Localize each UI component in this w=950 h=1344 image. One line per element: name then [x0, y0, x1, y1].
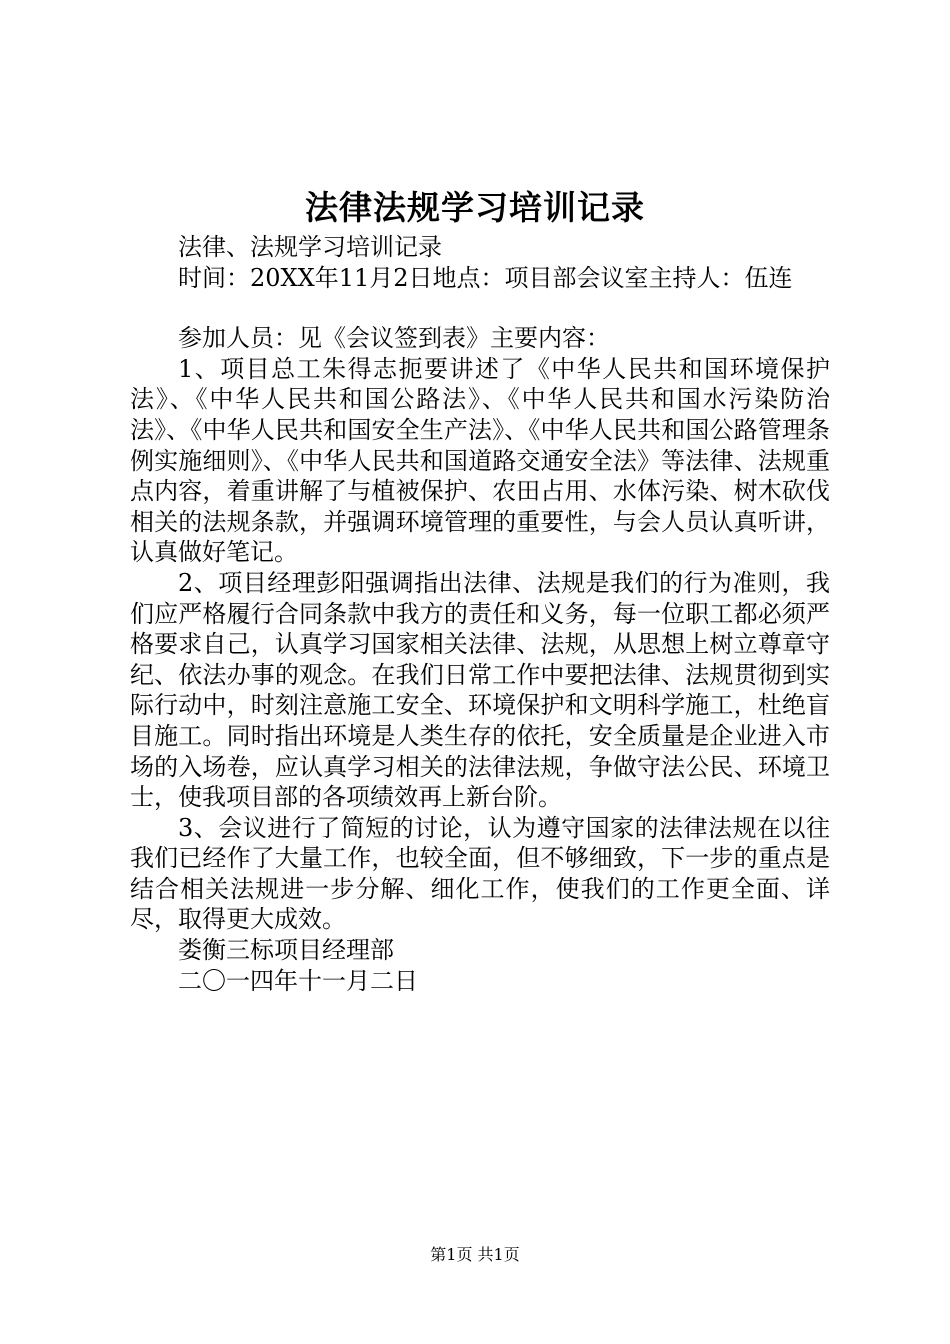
blank-line — [130, 293, 830, 323]
paragraph-2: 2、项目经理彭阳强调指出法律、法规是我们的行为准则，我们应严格履行合同条款中我方的责任和义务，每一位职工都必须严格要求自己，认真学习国家相关法律、法规，从思想上树立尊章守纪、依法办事的观念。在我们日常工作中要把法律、法规贯彻到实际行动中，时刻注意施工安全、环境保护和文明科学施工，杜绝盲目施工。同时指出环境是人类生存的依托，安全质量是企业进入市场的入场卷，应认真学习相关的法律法规，争做守法公民、环境卫士，使我项目部的各项绩效再上新台阶。 — [130, 568, 830, 812]
subtitle-line: 法律、法规学习培训记录 — [178, 233, 442, 261]
paragraph-3: 3、会议进行了简短的讨论，认为遵守国家的法律法规在以往我们已经作了大量工作，也较全面，但不够细致，下一步的重点是结合相关法规进一步分解、细化工作，使我们的工作更全面、详尽，取得更大成效。 — [130, 813, 830, 934]
paragraph-1: 1、项目总工朱得志扼要讲述了《中华人民共和国环境保护法》、《中华人民共和国公路法》、《中华人民共和国水污染防治法》、《中华人民共和国安全生产法》、《中华人民共和国公路管理条例实施细则》、《中华人民共和国道路交通安全法》等法律、法规重点内容，着重讲解了与植被保护、农田占用、水体污染、树木砍伐相关的法规条款，并强调环境管理的重要性，与会人员认真听讲，认真做好笔记。 — [130, 354, 830, 567]
document-title: 法律法规学习培训记录 — [305, 188, 645, 227]
page-footer: 第1页 共1页 — [430, 1245, 520, 1264]
document-body — [130, 232, 830, 996]
participants-line: 参加人员：见《会议签到表》主要内容： — [178, 324, 610, 353]
meta-line: 时间：20XX年11月2日地点：项目部会议室主持人：伍连 — [178, 263, 793, 292]
signature-line: 娄衡三标项目经理部 — [178, 936, 394, 965]
date-line: 二〇一四年十一月二日 — [178, 966, 418, 995]
